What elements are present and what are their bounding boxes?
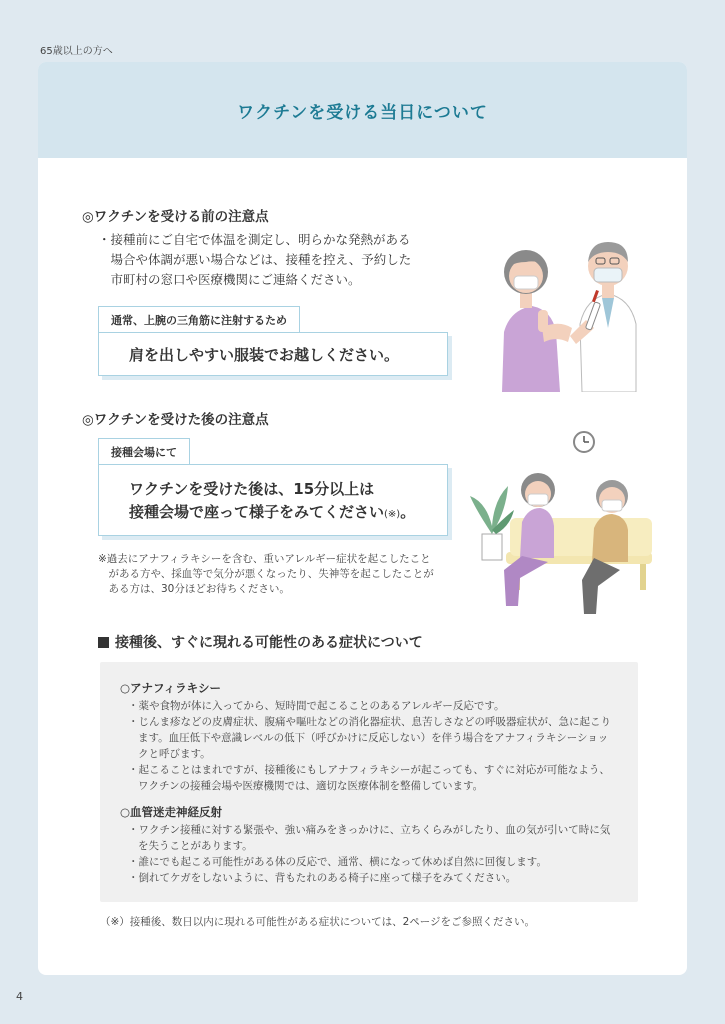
waiting-callout-line2 (129, 501, 447, 526)
waiting-callout-line2-text: 接種会場で座って様子をみてください (129, 503, 385, 521)
page-number: 4 (16, 990, 23, 1003)
list-item: ・起こることはまれですが、接種後にもしアナフィラキシーが起こっても、すぐに対応が可能なよう、ワクチンの接種会場や医療機関では、適切な医療体制を整備しています。 (128, 764, 610, 792)
note-line: がある方や、採血等で気分が悪くなったり、失神等を起こしたことが (98, 568, 434, 580)
before-text-line: 場合や体調が悪い場合などは、接種を控え、予約した (98, 252, 412, 267)
anaphylaxis-history-note (98, 552, 468, 597)
page-title: ワクチンを受ける当日について (237, 102, 488, 123)
card-header (38, 62, 687, 158)
list-item: ・倒れてケガをしないように、背もたれのある椅子に座って様子をみてください。 (128, 872, 517, 884)
waiting-callout-box (98, 464, 448, 536)
page-audience-label: 65歳以上の方へ (40, 46, 113, 57)
note-line: ※過去にアナフィラキシーを含む、重いアレルギー症状を起こしたこと (98, 553, 431, 565)
waiting-callout (98, 438, 448, 536)
footnote: （※）接種後、数日以内に現れる可能性がある症状については、2ページをご参照ください。 (100, 916, 536, 928)
square-bullet-icon (98, 637, 109, 648)
list-item: ・じんま疹などの皮膚症状、腹痛や嘔吐などの消化器症状、息苦しさなどの呼吸器症状が、急に起こります。血圧低下や意識レベルの低下（呼びかけに反応しない）を伴う場合をアナフィラキシーショックと呼びます。 (128, 716, 611, 760)
before-section-title: ◎ワクチンを受ける前の注意点 (82, 209, 269, 225)
clothing-callout-box (98, 332, 448, 376)
vasovagal-list (128, 822, 614, 886)
before-text (98, 230, 458, 290)
content-card (38, 62, 687, 975)
note-line: ある方は、30分ほどお待ちください。 (98, 583, 290, 595)
before-text-line: 市町村の窓口や医療機関にご連絡ください。 (98, 272, 361, 287)
before-text-line: ・接種前にご自宅で体温を測定し、明らかな発熱がある (98, 232, 411, 247)
clothing-callout-label: 通常、上腕の三角筋に注射するため (98, 306, 300, 332)
list-item: ・誰にでも起こる可能性がある体の反応で、通常、横になって休めば自然に回復します。 (128, 856, 547, 868)
symptoms-title-text: 接種後、すぐに現れる可能性のある症状について (115, 635, 423, 651)
injection-illustration (490, 232, 638, 392)
symptoms-box (100, 662, 638, 902)
waiting-callout-line2-end: 。 (400, 503, 416, 521)
waiting-illustration (470, 430, 654, 620)
after-section-title: ◎ワクチンを受けた後の注意点 (82, 412, 269, 428)
vasovagal-title: ○血管迷走神経反射 (120, 805, 223, 819)
anaphylaxis-title: ○アナフィラキシー (120, 681, 221, 695)
anaphylaxis-list (128, 698, 614, 794)
waiting-callout-label: 接種会場にて (98, 438, 190, 464)
reference-mark: (※) (384, 509, 401, 520)
list-item: ・ワクチン接種に対する緊張や、強い痛みをきっかけに、立ちくらみがしたり、血の気が引いて時に気を失うことがあります。 (128, 824, 611, 852)
clothing-callout-text: 肩を出しやすい服装でお越しください。 (129, 345, 400, 364)
list-item: ・薬や食物が体に入ってから、短時間で起こることのあるアレルギー反応です。 (128, 700, 505, 712)
symptoms-section-title (98, 632, 423, 652)
clothing-callout (98, 306, 448, 376)
waiting-callout-line1: ワクチンを受けた後は、15分以上は (129, 480, 375, 498)
